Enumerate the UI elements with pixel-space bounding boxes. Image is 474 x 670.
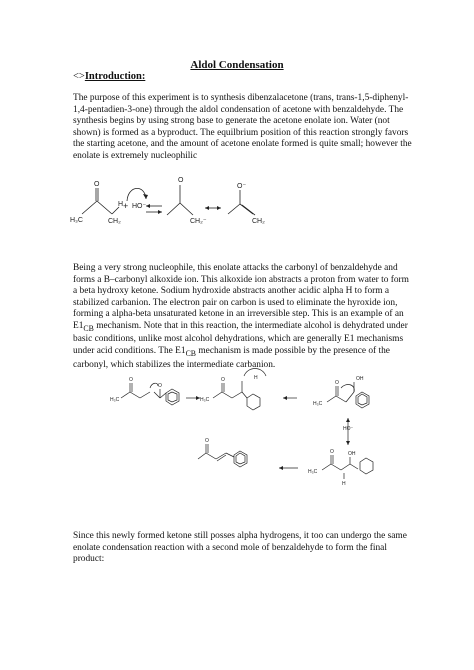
e1cb-subscript-2: CB	[185, 348, 197, 358]
a-aldehyde-oxygen-label: O	[158, 383, 162, 389]
d-hydrogen-label: H	[342, 481, 346, 487]
b-hydrogen-label: H	[254, 375, 258, 381]
enolate-ch2-label: CH₂	[252, 218, 265, 225]
e1cb-subscript-1: CB	[83, 323, 94, 333]
d-hydroxyl-label: OH	[348, 451, 356, 457]
intro-paragraph: The purpose of this experiment is to synthesis dibenzalacetone (trans, trans-1,5-diphenyl-1,4-pentadien-3-one) through the aldol condensation of acetone with benzaldehyde. The synthesis begins by using strong base to generate the acetone enolate ion. Water (not shown) is formed as a byproduct. The equilbrium position of this reaction strongly favors the starting acetone, and the amount of acetone enolate formed is quite small; however the enolate is extremely nucleophilic	[73, 93, 412, 161]
document-title: Aldol Condensation	[190, 59, 284, 71]
acetone-methyl-label: H₃C	[70, 217, 83, 224]
b-methyl-label: H₃C	[200, 397, 210, 403]
mechanism-text-1: Being a very strong nucleophile, this enolate attacks the carbonyl of benzaldehyde and forms a B–carbonyl alkoxide ion. This alkoxide ion abstracts a proton from water to form a beta hydroxy ketone. Sodium hydroxide abstracts another acidic alpha H to form a stabilized carbanion. The electron pair on carbon is used to eliminate the hyroxide ion, forming a alpha-beta unsaturated ketone in an irreversible step. This is an example of an E1	[73, 263, 409, 331]
d-methyl-label: H₃C	[308, 469, 318, 475]
acetone-ch2-label: CH₂	[108, 218, 121, 225]
e-oxygen-label: O	[205, 438, 209, 444]
c-oxygen-label: O	[335, 380, 339, 386]
hydroxide-label: HO⁻	[132, 203, 147, 210]
enolate-oxygen-label: O	[178, 177, 184, 184]
mechanism-text-3: mechanism is made possible by the presence of the carbonyl, which stabilizes the intermediate carbanion.	[73, 346, 390, 370]
a-oxygen-label: O	[129, 377, 133, 383]
d-oxygen-label: O	[330, 449, 334, 455]
heading-prefix: <>	[73, 71, 85, 82]
c-methyl-label: H₃C	[313, 401, 323, 407]
heading-text: Introduction:	[84, 71, 146, 82]
b-oxygen-label: O	[221, 377, 225, 383]
final-paragraph: Since this newly formed ketone still posses alpha hydrogens, it too can undergo the same enolate condensation reaction with a second mole of benzaldehyde to form the final product:	[73, 531, 407, 565]
a-methyl-label: H₃C	[110, 397, 120, 403]
carbanion-ch2-label: CH₂⁻	[190, 218, 207, 225]
c-hydroxyl-label: OH	[356, 376, 364, 382]
acetone-oxygen-label: O	[94, 181, 100, 188]
hydroxide-ion-label: HO⁻	[343, 426, 354, 432]
alpha-hydrogen-label: H	[118, 201, 124, 208]
oxyanion-label: O⁻	[237, 183, 247, 190]
plus-sign: +	[123, 201, 129, 211]
mechanism-text-2: mechanism. Note that in this reaction, the intermediate alcohol is dehydrated under basic conditions, unlike most alcohol dehydrations, which are generally E1 mechanisms under acid conditions. The E1	[73, 320, 408, 357]
